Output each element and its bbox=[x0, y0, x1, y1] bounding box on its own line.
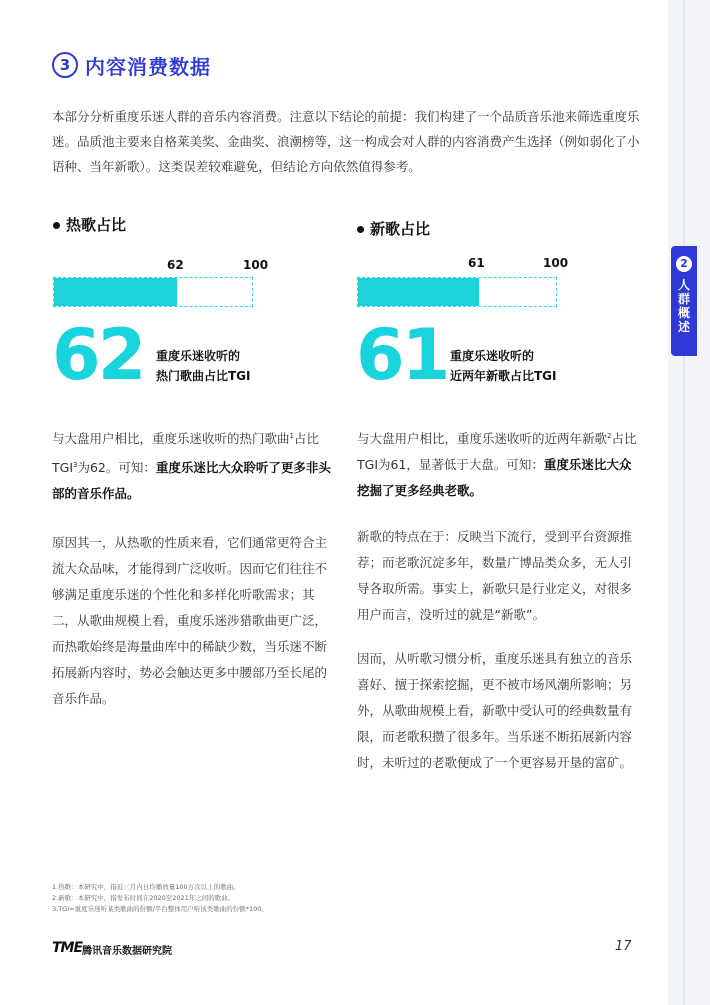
side-chapter-number: 2 bbox=[676, 256, 692, 272]
right-bar-max-label: 100 bbox=[543, 256, 569, 270]
page-number: 17 bbox=[615, 939, 632, 954]
right-heading: 新歌占比 bbox=[370, 220, 431, 238]
footnotes bbox=[52, 882, 268, 915]
left-bar-max-label: 100 bbox=[243, 258, 269, 272]
section-intro: 本部分分析重度乐迷人群的音乐内容消费。注意以下结论的前提：我们构建了一个品质音乐池来筛选重度乐迷。品质池主要来自格莱美奖、金曲奖、浪潮榜等，这一构成会对人群的内容消费产生选择（例如弱化了小语种、当年新歌）。这类误差较难避免，但结论方向依然值得参考。 bbox=[52, 109, 640, 174]
bullet-icon bbox=[53, 222, 60, 229]
footnote-2: 2.新歌：本研究中，指发布时间在2020至2021年之间的歌曲。 bbox=[52, 894, 235, 902]
page-edge-strip bbox=[668, 0, 710, 1005]
left-key-finding: 重度乐迷比大众聆听了更多非头部的音乐作品。 bbox=[52, 460, 331, 502]
right-big-desc bbox=[450, 346, 557, 386]
left-big-desc bbox=[156, 346, 251, 386]
right-desc-line2: 近两年新歌占比TGI bbox=[450, 369, 557, 383]
left-progress-fill bbox=[54, 278, 177, 306]
left-heading: 热歌占比 bbox=[66, 216, 127, 234]
right-progress-bar bbox=[357, 277, 557, 307]
right-paragraph-3: 因而，从听歌习惯分析，重度乐迷具有独立的音乐喜好、擅于探索挖掘，更不被市场风潮所影响；另外，从歌曲规模上看，新歌中受认可的经典数量有限，而老歌积攒了很多年。当乐迷不断拓展新内容时，未听过的老歌便成了一个更容易开垦的富矿。 bbox=[357, 651, 633, 770]
page-edge-line bbox=[683, 0, 685, 1005]
section-number-badge: 3 bbox=[52, 52, 78, 78]
section-title: 内容消费数据 bbox=[85, 55, 211, 79]
right-desc-line1: 重度乐迷收听的 bbox=[450, 349, 535, 363]
left-paragraph-2: 原因其一，从热歌的性质来看，它们通常更符合主流大众品味，才能得到广泛收听。因而它们往往不够满足重度乐迷的个性化和多样化听歌需求；其二，从歌曲规模上看，重度乐迷涉猎歌曲更广泛，而热歌始终是海量曲库中的稀缺少数，当乐迷不断拓展新内容时，势必会触达更多中腰部乃至长尾的音乐作品。 bbox=[52, 535, 328, 706]
bullet-icon bbox=[357, 226, 364, 233]
side-chapter-label: 人群概述 bbox=[677, 278, 690, 334]
org-name: 腾讯音乐数据研究院 bbox=[82, 946, 172, 957]
footnote-1: 1.热歌：本研究中，指近三月内日均播放量100万次以上的歌曲。 bbox=[52, 883, 240, 891]
right-bar-value-label: 61 bbox=[468, 256, 485, 270]
left-bar-value-label: 62 bbox=[167, 258, 184, 272]
right-big-number: 61 bbox=[356, 314, 448, 396]
right-progress-fill bbox=[358, 278, 479, 306]
left-desc-line2: 热门歌曲占比TGI bbox=[156, 369, 251, 383]
left-desc-line1: 重度乐迷收听的 bbox=[156, 349, 241, 363]
left-big-number: 62 bbox=[52, 314, 144, 396]
right-paragraph-2: 新歌的特点在于：反映当下流行，受到平台资源推荐；而老歌沉淀多年，数量广博品类众多，无人引导各取所需。事实上，新歌只是行业定义，对很多用户而言，没听过的就是“新歌”。 bbox=[357, 529, 633, 622]
right-key-finding: 重度乐迷比大众挖掘了更多经典老歌。 bbox=[357, 457, 632, 499]
tme-logo: TME bbox=[52, 940, 83, 956]
footnote-3: 3.TGI=重度乐迷听某类歌曲的份额/平台整体用户听该类歌曲的份额*100。 bbox=[52, 905, 268, 913]
left-progress-bar bbox=[53, 277, 253, 307]
left-paragraph-1: 与大盘用户相比，重度乐迷收听的热门歌曲$^1$占比TGI$^3$为62。可知：重度乐迷比大众聆听了更多非头部的音乐作品。 bbox=[52, 431, 331, 502]
right-paragraph-1: 与大盘用户相比，重度乐迷收听的近两年新歌$^2$占比TGI为61，显著低于大盘。可知：重度乐迷比大众挖掘了更多经典老歌。 bbox=[357, 431, 637, 499]
